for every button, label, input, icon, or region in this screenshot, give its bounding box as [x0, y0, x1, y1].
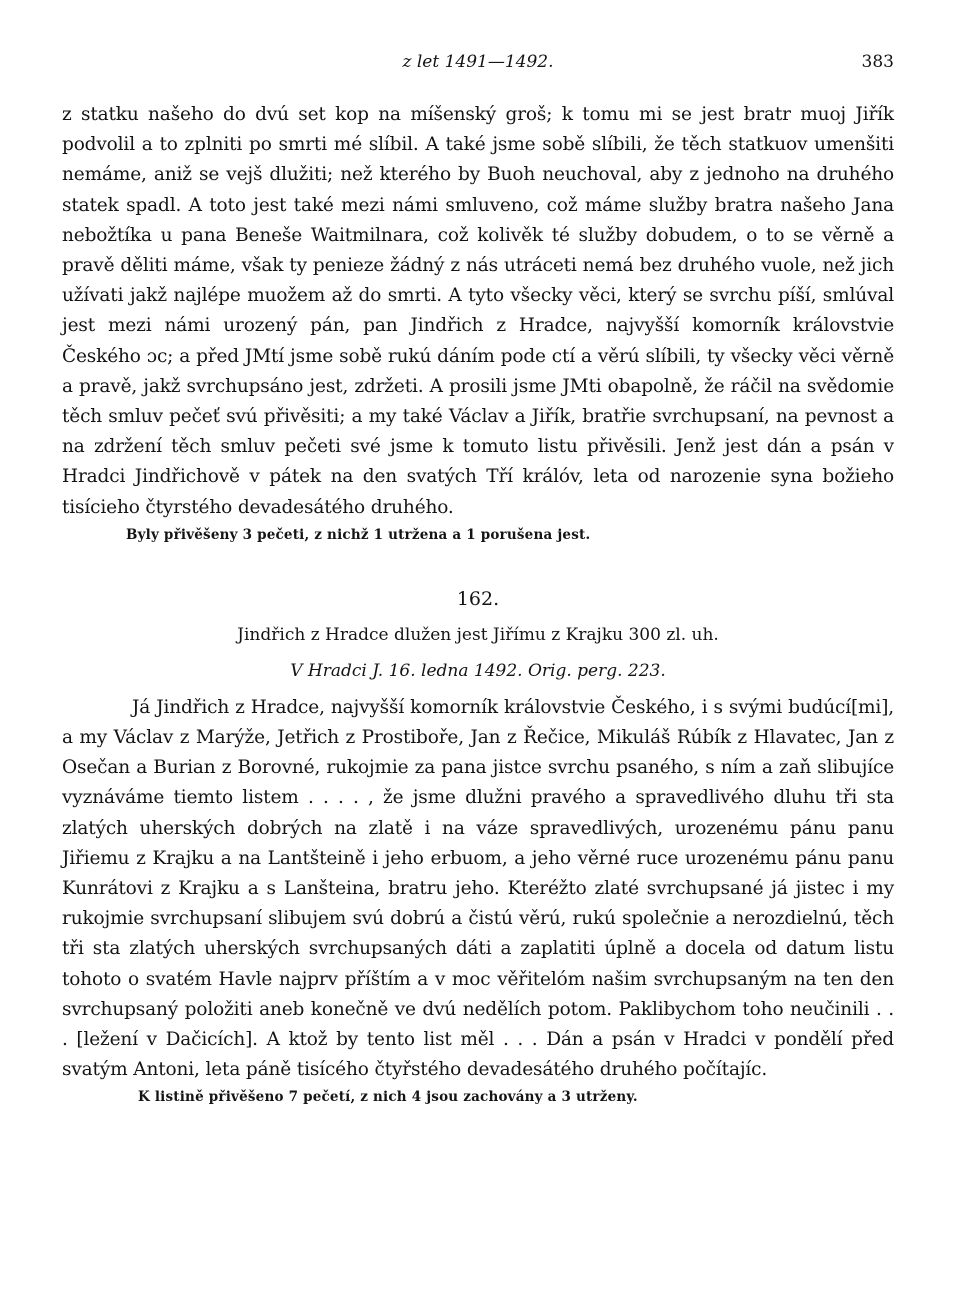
document-source: V Hradci J. 16. ledna 1492. Orig. perg. 223. — [290, 660, 666, 681]
page-number: 383 — [861, 52, 894, 72]
page — [62, 50, 894, 1107]
running-title: z let 1491—1492. — [402, 52, 554, 72]
running-head — [62, 50, 894, 78]
document-number: 162. — [456, 587, 500, 610]
continuation-paragraph: z statku našeho do dvú set kop na míšenský groš; k tomu mi se jest bratr muoj Jiřík podvolil a to zplniti po smrti mé slíbil. A také jsme sobě slíbili, že těch statkuov umenšiti nemáme, aniž se vejš dlužiti; než kterého by Buoh neuchoval, aby z jednoho na druhého statek spadl. A toto jest také mezi námi smluveno, což máme služby bratra našeho Jana nebožtíka u pana Beneše Waitmilnara, což kolivěk té služby dobudem, o to se věrně a pravě děliti máme, však ty penieze žádný z nás utráceti nemá bez druhého vuole, než jich užívati jakž najlépe muožem až do smrti. A tyto všecky věci, který se svrchu píší, smlúval jest mezi námi urozený pán, pan Jindřich z Hradce, najvyšší komorník královstvie Českého ɔc; a před JMtí jsme sobě rukú dáním pode ctí a věrú slíbili, ty všecky věci věrně a pravě, jakž svrchupsáno jest, zdržeti. A prosili jsme JMti obapolně, že ráčil na svědomie těch smluv pečeť svú přivěsiti; a my také Václav a Jiřík, bratřie svrchupsaní, na pevnost a na zdržení těch smluv pečeti své jsme k tomuto listu přivěsili. Jenž jest dán a psán v Hradci Jindřichově v pátek na den svatých Tří králóv, leta od narozenie syna božieho tisícieho čtyrstého devadesátého druhého. — [62, 104, 894, 518]
document-summary: Jindřich z Hradce dlužen jest Jiřímu z Krajku 300 zl. uh. — [237, 624, 719, 645]
seal-note: Byly přivěšeny 3 pečeti, z nichž 1 utržena a 1 porušena jest. — [126, 526, 591, 543]
document-paragraph: Já Jindřich z Hradce, najvyšší komorník královstvie Českého, i s svými budúcí[mi], a my Václav z Marýže, Jetřich z Prostiboře, Jan z Řečice, Mikuláš Rúbík z Hlavatec, Jan z Osečan a Burian z Borovné, rukojmie za pana jistce svrchu psaného, s ním a zaň slibujíce vyznáváme tiemto listem . . . . , že jsme dlužni pravého a spravedlivého dluhu tři sta zlatých uherských dobrých na zlatě i na váze spravedlivých, urozenému pánu panu Jiřiemu z Krajku a na Lantšteině i jeho erbuom, a jeho věrné ruce urozenému pánu panu Kunrátovi z Krajku a s Lanšteina, bratru jeho. Kteréžto zlaté svrchupsané já jistec i my rukojmie svrchupsaní slibujem svú dobrú a čistú věrú, rukú společnie a nerozdielnú, těch tři sta zlatých uherských svrchupsaných dáti a zaplatiti úplně a docela od datum listu tohoto o svatém Havle najprv příštím a v moc věřitelóm našim svrchupsaným na ten den svrchupsaný položiti aneb konečně ve dvú nedělích potom. Paklibychom toho neučinili . . . [ležení v Dačicích]. A ktož by tento list měl . . . Dán a psán v Hradci v pondělí před svatým Antoni, leta páně tisícého čtyřstého devadesátého druhého počítajíc. — [62, 696, 894, 1081]
document-seal-note: K listině přivěšeno 7 pečetí, z nich 4 jsou zachovány a 3 utrženy. — [138, 1089, 638, 1106]
